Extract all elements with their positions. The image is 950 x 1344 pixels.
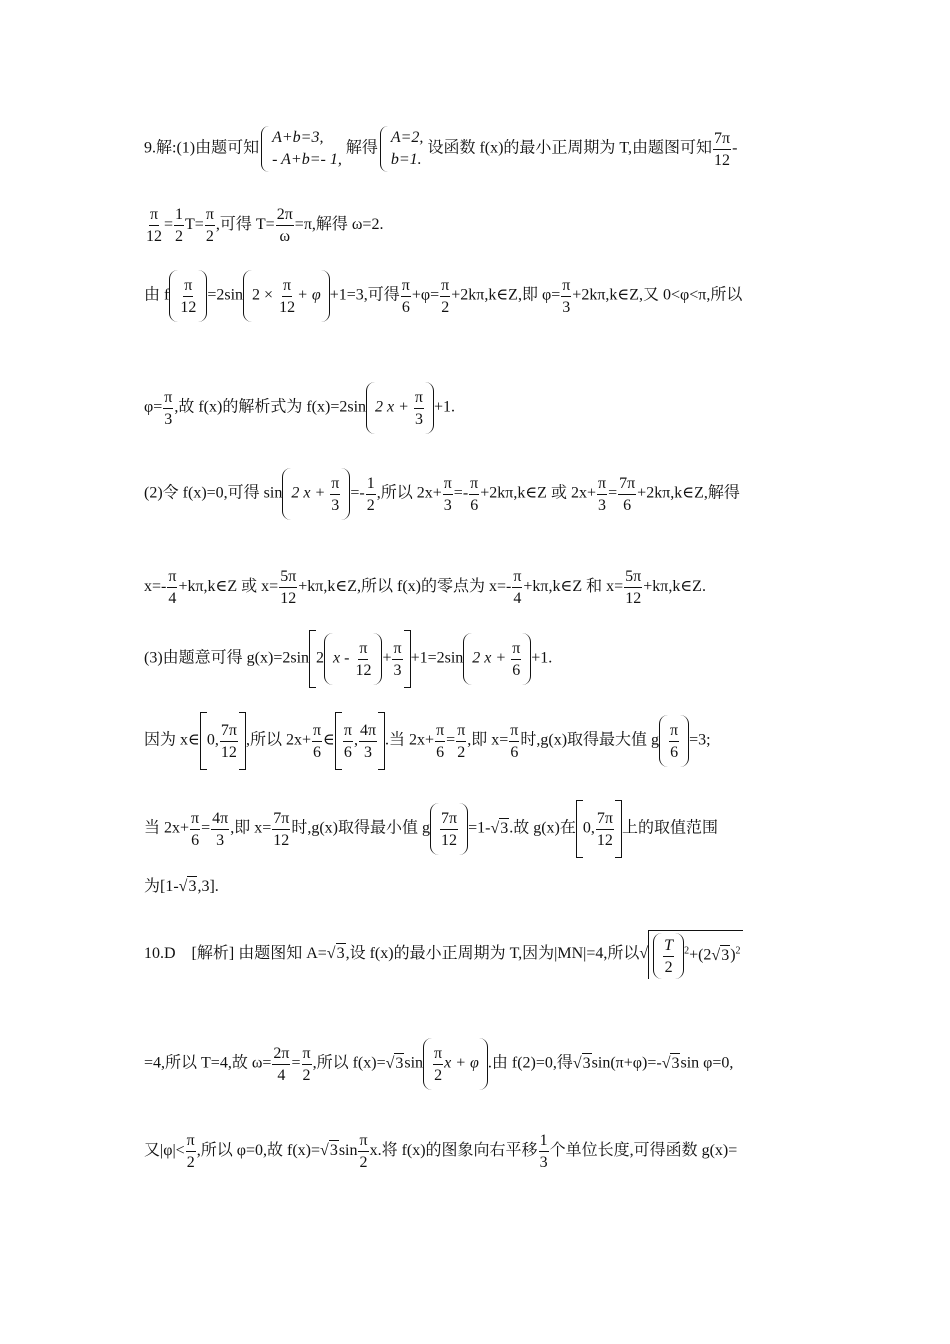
text: +1=2sin (410, 649, 464, 667)
denominator: 6 (670, 743, 679, 761)
numerator: π (358, 1130, 368, 1152)
radicand: 3 (336, 945, 345, 963)
system-row: A+b=3, (272, 129, 324, 146)
numerator: 2π (276, 204, 294, 226)
fraction (618, 473, 636, 516)
text: =3; (689, 731, 711, 749)
paren-left (659, 715, 668, 767)
text: =π,解得 ω=2. (294, 216, 384, 234)
system-row: b=1. (390, 151, 422, 168)
denominator: 2 (302, 1066, 311, 1084)
text: ,可得 T= (215, 216, 275, 234)
numerator: π (456, 720, 466, 742)
text: +φ= (411, 286, 440, 304)
paren-left (423, 1038, 432, 1090)
numerator: 1 (539, 1130, 549, 1152)
fraction (174, 204, 184, 247)
fraction (401, 275, 411, 318)
text: ,故 f(x)的解析式为 f(x)=2sin (174, 398, 367, 416)
text: 设函数 f(x)的最小正周期为 T,由题图可知 (427, 139, 713, 157)
denominator: 3 (364, 743, 372, 761)
text: ∈ (323, 731, 335, 749)
equation-system (272, 127, 342, 171)
fraction (220, 720, 238, 763)
q9-line-1 (144, 126, 737, 172)
text: sin (338, 1142, 358, 1160)
denominator: 6 (401, 298, 410, 316)
text: 0, (206, 731, 219, 749)
denominator: 3 (562, 298, 571, 316)
denominator: 4 (277, 1066, 286, 1084)
fraction (167, 566, 177, 609)
numerator: π (330, 473, 340, 495)
denominator: 3 (539, 1154, 548, 1171)
radical: √3 (326, 945, 345, 963)
numerator: π (511, 638, 521, 660)
numerator: T (663, 935, 674, 957)
denominator: ω (279, 228, 291, 245)
fraction (414, 387, 424, 430)
numerator: π (205, 204, 215, 226)
denominator: 2 (664, 958, 673, 976)
q9-line-10 (144, 876, 219, 897)
brace (380, 126, 391, 172)
denominator: 12 (280, 590, 297, 607)
radicand (648, 930, 742, 979)
paren-right (675, 933, 684, 979)
text: 为[1- (144, 878, 179, 895)
radical: √3 (572, 1054, 591, 1072)
text: x.将 f(x)的图象向右平移 (369, 1142, 538, 1160)
text: +2kπ,k∈Z 或 2x+ (480, 484, 596, 502)
numerator: π (312, 720, 322, 742)
q10-line-1 (144, 930, 743, 979)
fraction (624, 566, 642, 609)
text: +kπ,k∈Z,所以 f(x)的零点为 x=- (298, 578, 512, 596)
paren-left (463, 633, 472, 685)
denominator: 6 (623, 496, 632, 514)
text: = (164, 216, 174, 234)
numerator: π (512, 566, 522, 588)
radicand: 3 (671, 1054, 680, 1072)
numerator: π (597, 473, 607, 495)
numerator: 1 (366, 473, 376, 495)
denominator: 2 (441, 298, 450, 316)
equation-system (391, 127, 424, 171)
system-row: A=2, (390, 129, 424, 146)
numerator: 7π (618, 473, 636, 495)
fraction (354, 638, 372, 681)
fraction (272, 808, 290, 851)
radicand: 3 (188, 878, 197, 895)
radical: √3 (320, 1142, 338, 1160)
radicand: 3 (395, 1054, 404, 1072)
denominator: 12 (279, 298, 296, 316)
bracket-right (615, 800, 622, 858)
paren-left (653, 933, 662, 979)
denominator: 12 (625, 590, 642, 607)
fraction (511, 638, 521, 681)
numerator: 7π (713, 128, 731, 150)
denominator: 3 (331, 496, 340, 514)
fraction (539, 1130, 549, 1173)
denominator: 6 (343, 743, 352, 761)
denominator: 12 (273, 831, 290, 849)
text: +1. (531, 649, 553, 667)
fraction (163, 387, 173, 430)
text: 当 2x+ (144, 819, 190, 837)
text: +(2 (689, 946, 712, 964)
numerator: π (669, 720, 679, 742)
text: T= (185, 216, 204, 234)
fraction (272, 1043, 290, 1086)
system-row: - A+b=- 1, (272, 151, 342, 168)
text: 时,g(x)取得最小值 g (291, 819, 430, 837)
text: 2 x + (291, 484, 330, 502)
fraction (596, 808, 614, 851)
paren-right (321, 270, 330, 322)
text: 2 x + (375, 398, 413, 416)
denominator: 12 (180, 298, 197, 316)
text: .故 g(x)在 (509, 819, 576, 837)
q9-line-2 (144, 204, 383, 247)
text: x=- (144, 578, 167, 596)
exponent: 2 (684, 945, 690, 957)
denominator: 12 (596, 831, 613, 849)
q10-line-2 (144, 1038, 733, 1090)
fraction (392, 638, 402, 681)
numerator: π (163, 387, 173, 409)
fraction (359, 720, 377, 763)
bracket-right (378, 712, 385, 770)
q9-line-9 (144, 800, 718, 858)
fraction (205, 204, 215, 247)
text: 0, (582, 819, 595, 837)
fraction (713, 128, 731, 171)
text: .当 2x+ (385, 731, 435, 749)
numerator: π (443, 473, 453, 495)
numerator: π (433, 1043, 443, 1065)
numerator: π (186, 1130, 196, 1152)
paren-right (425, 382, 434, 434)
paren-right (198, 270, 207, 322)
text: 时,g(x)取得最大值 g (520, 731, 660, 749)
denominator: 6 (436, 743, 445, 761)
fraction (279, 566, 297, 609)
text: x + φ (444, 1054, 479, 1072)
numerator: π (149, 204, 159, 226)
denominator: 2 (205, 228, 214, 245)
numerator: 5π (624, 566, 642, 588)
denominator: 12 (146, 228, 162, 245)
numerator: π (414, 387, 424, 409)
denominator: 12 (714, 151, 731, 169)
numerator: 4π (211, 808, 229, 830)
text: 由 f (144, 286, 170, 304)
bracket-left (200, 712, 207, 770)
paren-right (680, 715, 689, 767)
numerator: π (435, 720, 445, 742)
denominator: 3 (443, 496, 452, 514)
denominator: 6 (191, 831, 200, 849)
numerator: π (343, 720, 353, 742)
text: sin (404, 1054, 424, 1072)
numerator: π (392, 638, 402, 660)
numerator: 7π (220, 720, 238, 742)
paren-left (430, 803, 439, 855)
q9-line-8 (144, 712, 711, 770)
text: 2 x + (472, 649, 511, 667)
text: ,即 x= (467, 731, 509, 749)
text: 解得 (345, 139, 378, 157)
paren-right (479, 1038, 488, 1090)
text: ,所以 φ=0,故 f(x)= (196, 1142, 321, 1160)
denominator: 2 (186, 1154, 195, 1171)
fraction (456, 720, 466, 763)
text: + (382, 649, 392, 667)
paren-left (169, 270, 178, 322)
text: = (608, 484, 618, 502)
q9-line-6 (144, 566, 706, 609)
radicand: 3 (500, 819, 509, 837)
text: = (201, 819, 211, 837)
text: sin(π+φ)=- (591, 1054, 662, 1072)
fraction (366, 473, 376, 516)
q9-line-7 (144, 630, 552, 688)
denominator: 2 (434, 1066, 443, 1084)
text: (3)由题意可得 g(x)=2sin (144, 649, 310, 667)
fraction (358, 1130, 368, 1173)
numerator: 1 (174, 204, 184, 226)
radical: √3 (490, 819, 509, 837)
paren-left (324, 633, 333, 685)
fraction (561, 275, 571, 318)
radicand: 3 (582, 1054, 591, 1072)
fraction (276, 204, 294, 247)
denominator: 3 (414, 410, 423, 428)
numerator: 5π (279, 566, 297, 588)
fraction (433, 1043, 443, 1086)
text: +1=3,可得 (329, 286, 400, 304)
text: +kπ,k∈Z 和 x= (523, 578, 624, 596)
numerator: π (302, 1043, 312, 1065)
numerator: π (561, 275, 571, 297)
bracket-right (404, 630, 411, 688)
text: 2 (316, 649, 325, 667)
denominator: 4 (168, 590, 177, 607)
radical: √ $\frac{T}{2}$ $^2+(2√3)^2$ (639, 945, 742, 962)
fraction (669, 720, 679, 763)
denominator: 2 (366, 496, 375, 514)
q9-line-5 (144, 468, 740, 520)
text: =1- (468, 819, 491, 837)
paren-left (282, 468, 291, 520)
fraction (469, 473, 479, 516)
q10-line-3 (144, 1130, 737, 1173)
text: 因为 x∈ (144, 731, 200, 749)
text: 2 × (252, 286, 278, 304)
fraction (302, 1043, 312, 1086)
text: =2sin (207, 286, 244, 304)
fraction (179, 275, 197, 318)
text: , (353, 731, 358, 749)
text: +kπ,k∈Z. (643, 578, 706, 596)
denominator: 6 (512, 661, 521, 679)
text: +kπ,k∈Z 或 x= (178, 578, 279, 596)
fraction (343, 720, 353, 763)
q9-line-4 (144, 382, 455, 434)
numerator: 7π (596, 808, 614, 830)
text: +2kπ,k∈Z,又 0<φ<π,所以 (572, 286, 743, 304)
denominator: 12 (441, 831, 458, 849)
fraction (278, 275, 296, 318)
text: φ= (144, 398, 163, 416)
denominator: 3 (164, 410, 173, 428)
radicand: 3 (329, 1142, 338, 1160)
paren-right (459, 803, 468, 855)
radicand: 3 (721, 946, 730, 964)
text: ,所以 2x+ (376, 484, 442, 502)
numerator: π (183, 275, 193, 297)
text: ,所以 2x+ (245, 731, 311, 749)
fraction (190, 808, 200, 851)
denominator: 3 (598, 496, 607, 514)
text: - (732, 139, 738, 157)
fraction (443, 473, 453, 516)
denominator: 2 (175, 228, 184, 245)
numerator: π (440, 275, 450, 297)
numerator: π (509, 720, 519, 742)
text: sin φ=0, (680, 1054, 734, 1072)
numerator: π (190, 808, 200, 830)
bracket-left (335, 712, 342, 770)
text: +2kπ,k∈Z,解得 (637, 484, 740, 502)
fraction (435, 720, 445, 763)
fraction (330, 473, 340, 516)
text: 上的取值范围 (621, 819, 718, 837)
brace (261, 126, 272, 172)
text: ,3]. (197, 878, 219, 895)
text: =- (350, 484, 365, 502)
numerator: 4π (359, 720, 377, 742)
q9-line-3 (144, 270, 742, 322)
numerator: 2π (272, 1043, 290, 1065)
paren-right (522, 633, 531, 685)
text: 个单位长度,可得函数 g(x)= (549, 1142, 738, 1160)
denominator: 2 (359, 1154, 368, 1171)
bracket-left (576, 800, 583, 858)
denominator: 3 (216, 831, 225, 849)
radical: √3 (711, 946, 730, 964)
text: =- (453, 484, 469, 502)
text: x - (333, 649, 354, 667)
fraction (512, 566, 522, 609)
fraction (440, 808, 458, 851)
radical: √3 (178, 878, 197, 895)
paren-left (366, 382, 375, 434)
text: .由 f(2)=0,得 (487, 1054, 573, 1072)
fraction (145, 204, 163, 247)
text: 9.解:(1)由题可知 (144, 139, 260, 157)
text: 10.D [解析] 由题图知 A= (144, 945, 327, 963)
numerator: π (469, 473, 479, 495)
denominator: 6 (470, 496, 479, 514)
paren-right (341, 468, 350, 520)
denominator: 6 (313, 743, 321, 761)
text: =4,所以 T=4,故 ω= (144, 1054, 272, 1072)
text: ,即 x= (230, 819, 272, 837)
numerator: π (282, 275, 292, 297)
text: +2kπ,k∈Z,即 φ= (451, 286, 561, 304)
denominator: 2 (457, 743, 466, 761)
denominator: 12 (355, 661, 372, 679)
fraction (440, 275, 450, 318)
fraction (186, 1130, 196, 1173)
text: +1. (434, 398, 456, 416)
text: 又|φ|< (144, 1142, 185, 1160)
text: ,设 f(x)的最小正周期为 T,因为|MN|=4,所以 (345, 945, 640, 963)
denominator: 12 (220, 743, 237, 761)
text: ) (730, 946, 736, 964)
fraction (312, 720, 322, 763)
text: = (291, 1054, 301, 1072)
denominator: 6 (510, 743, 519, 761)
numerator: 7π (272, 808, 290, 830)
fraction (509, 720, 519, 763)
denominator: 4 (513, 590, 522, 607)
text: + φ (297, 286, 321, 304)
bracket-right (239, 712, 246, 770)
exponent: 2 (735, 945, 741, 957)
text: ,所以 f(x)= (312, 1054, 386, 1072)
fraction (597, 473, 607, 516)
text: (2)令 f(x)=0,可得 sin (144, 484, 283, 502)
text: = (446, 731, 456, 749)
fraction (211, 808, 229, 851)
denominator: 3 (393, 661, 402, 679)
fraction (663, 935, 674, 978)
numerator: π (167, 566, 177, 588)
paren-left (243, 270, 252, 322)
numerator: π (401, 275, 411, 297)
numerator: π (358, 638, 368, 660)
radical: √3 (385, 1054, 404, 1072)
numerator: 7π (440, 808, 458, 830)
bracket-left (309, 630, 316, 688)
radical: √3 (661, 1054, 680, 1072)
